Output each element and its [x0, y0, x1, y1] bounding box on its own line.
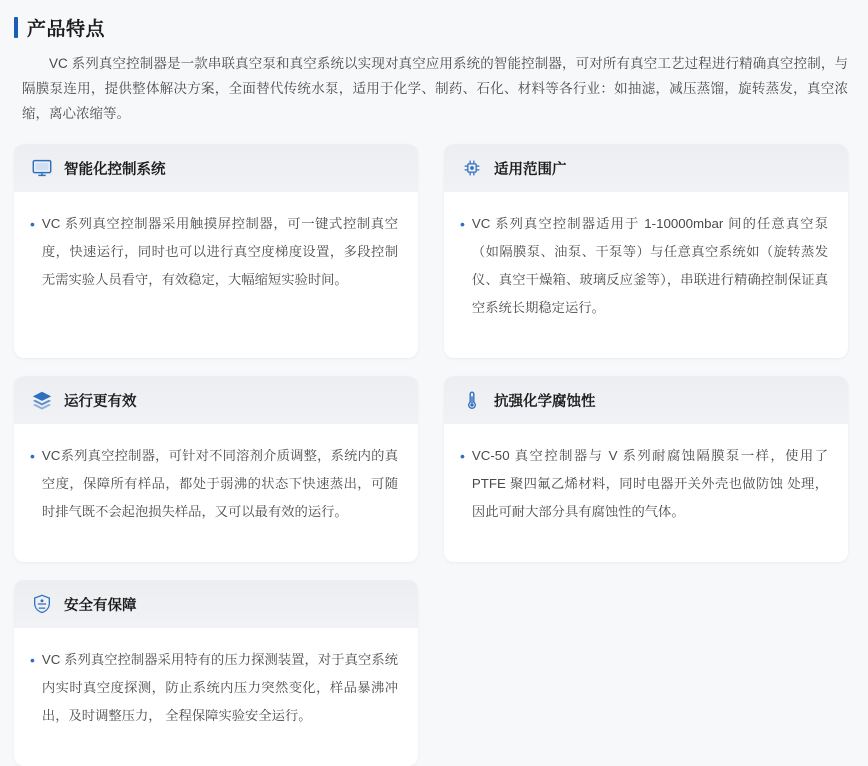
feature-card — [14, 580, 418, 766]
feature-card-title: 运行更有效 — [64, 393, 137, 410]
bullet-dot: • — [460, 448, 465, 464]
page-title — [14, 0, 854, 51]
feature-bullet — [30, 442, 398, 526]
network-icon — [460, 156, 484, 180]
feature-bullet — [460, 210, 828, 322]
feature-bullet — [460, 442, 828, 526]
intro-paragraph: VC 系列真空控制器是一款串联真空泵和真空系统以实现对真空应用系统的智能控制器，可对所有真空工艺过程进行精确真空控制，与隔膜泵连用，提供整体解决方案，全面替代传统水泵，适用于化学、制药、石化、材料等各行业：如抽滤，减压蒸馏，旋转蒸发，真空浓缩，离心浓缩等。 — [22, 56, 848, 121]
monitor-icon — [30, 156, 54, 180]
thermometer-icon — [460, 388, 484, 412]
feature-card-header — [444, 376, 848, 424]
feature-card-header — [444, 144, 848, 192]
page-title-text: 产品特点 — [27, 19, 106, 40]
feature-card-header — [14, 580, 418, 628]
bullet-dot: • — [460, 216, 465, 232]
layers-icon — [30, 388, 54, 412]
feature-card-title: 智能化控制系统 — [64, 161, 166, 178]
feature-card-title: 安全有保障 — [64, 597, 137, 614]
feature-card — [14, 144, 418, 358]
feature-card — [14, 376, 418, 562]
feature-card-grid — [14, 144, 854, 766]
feature-card-header — [14, 376, 418, 424]
feature-bullet — [30, 210, 398, 294]
bullet-dot: • — [30, 448, 35, 464]
feature-bullet-text: VC 系列真空控制器适用于 1-10000mbar 间的任意真空泵（如隔膜泵、油泵、干泵等）与任意真空系统如（旋转蒸发仪、真空干燥箱、玻璃反应釜等），串联进行精确控制保证真空系统长期稳定运行。 — [471, 216, 828, 315]
feature-card-body — [444, 192, 848, 358]
title-accent-bar — [14, 17, 18, 38]
feature-bullet — [30, 646, 398, 730]
bullet-dot: • — [30, 216, 35, 232]
bullet-dot: • — [30, 652, 35, 668]
safety-shield-icon — [30, 592, 54, 616]
feature-bullet-text: VC-50 真空控制器与 V 系列耐腐蚀隔膜泵一样，使用了 PTFE 聚四氟乙烯材料，同时电器开关外壳也做防蚀 处理，因此可耐大部分具有腐蚀性的气体。 — [471, 448, 828, 519]
feature-card-body — [14, 628, 418, 766]
feature-bullet-text: VC 系列真空控制器采用特有的压力探测装置，对于真空系统内实时真空度探测，防止系统内压力突然变化，样品暴沸冲出，及时调整压力， 全程保障实验安全运行。 — [41, 652, 398, 723]
feature-card — [444, 376, 848, 562]
feature-card-body — [14, 192, 418, 358]
feature-card-title: 抗强化学腐蚀性 — [494, 393, 596, 410]
feature-card — [444, 144, 848, 358]
feature-card-header — [14, 144, 418, 192]
feature-bullet-text: VC 系列真空控制器采用触摸屏控制器，可一键式控制真空度，快速运行，同时也可以进行真空度梯度设置，多段控制无需实验人员看守，有效稳定，大幅缩短实验时间。 — [41, 216, 398, 287]
feature-card-body — [14, 424, 418, 562]
feature-card-body — [444, 424, 848, 562]
feature-card-title: 适用范围广 — [494, 161, 567, 178]
feature-bullet-text: VC系列真空控制器，可针对不同溶剂介质调整，系统内的真空度，保障所有样品，都处于弱沸的状态下快速蒸出，可随时排气既不会起泡损失样品，又可以最有效的运行。 — [41, 448, 398, 519]
